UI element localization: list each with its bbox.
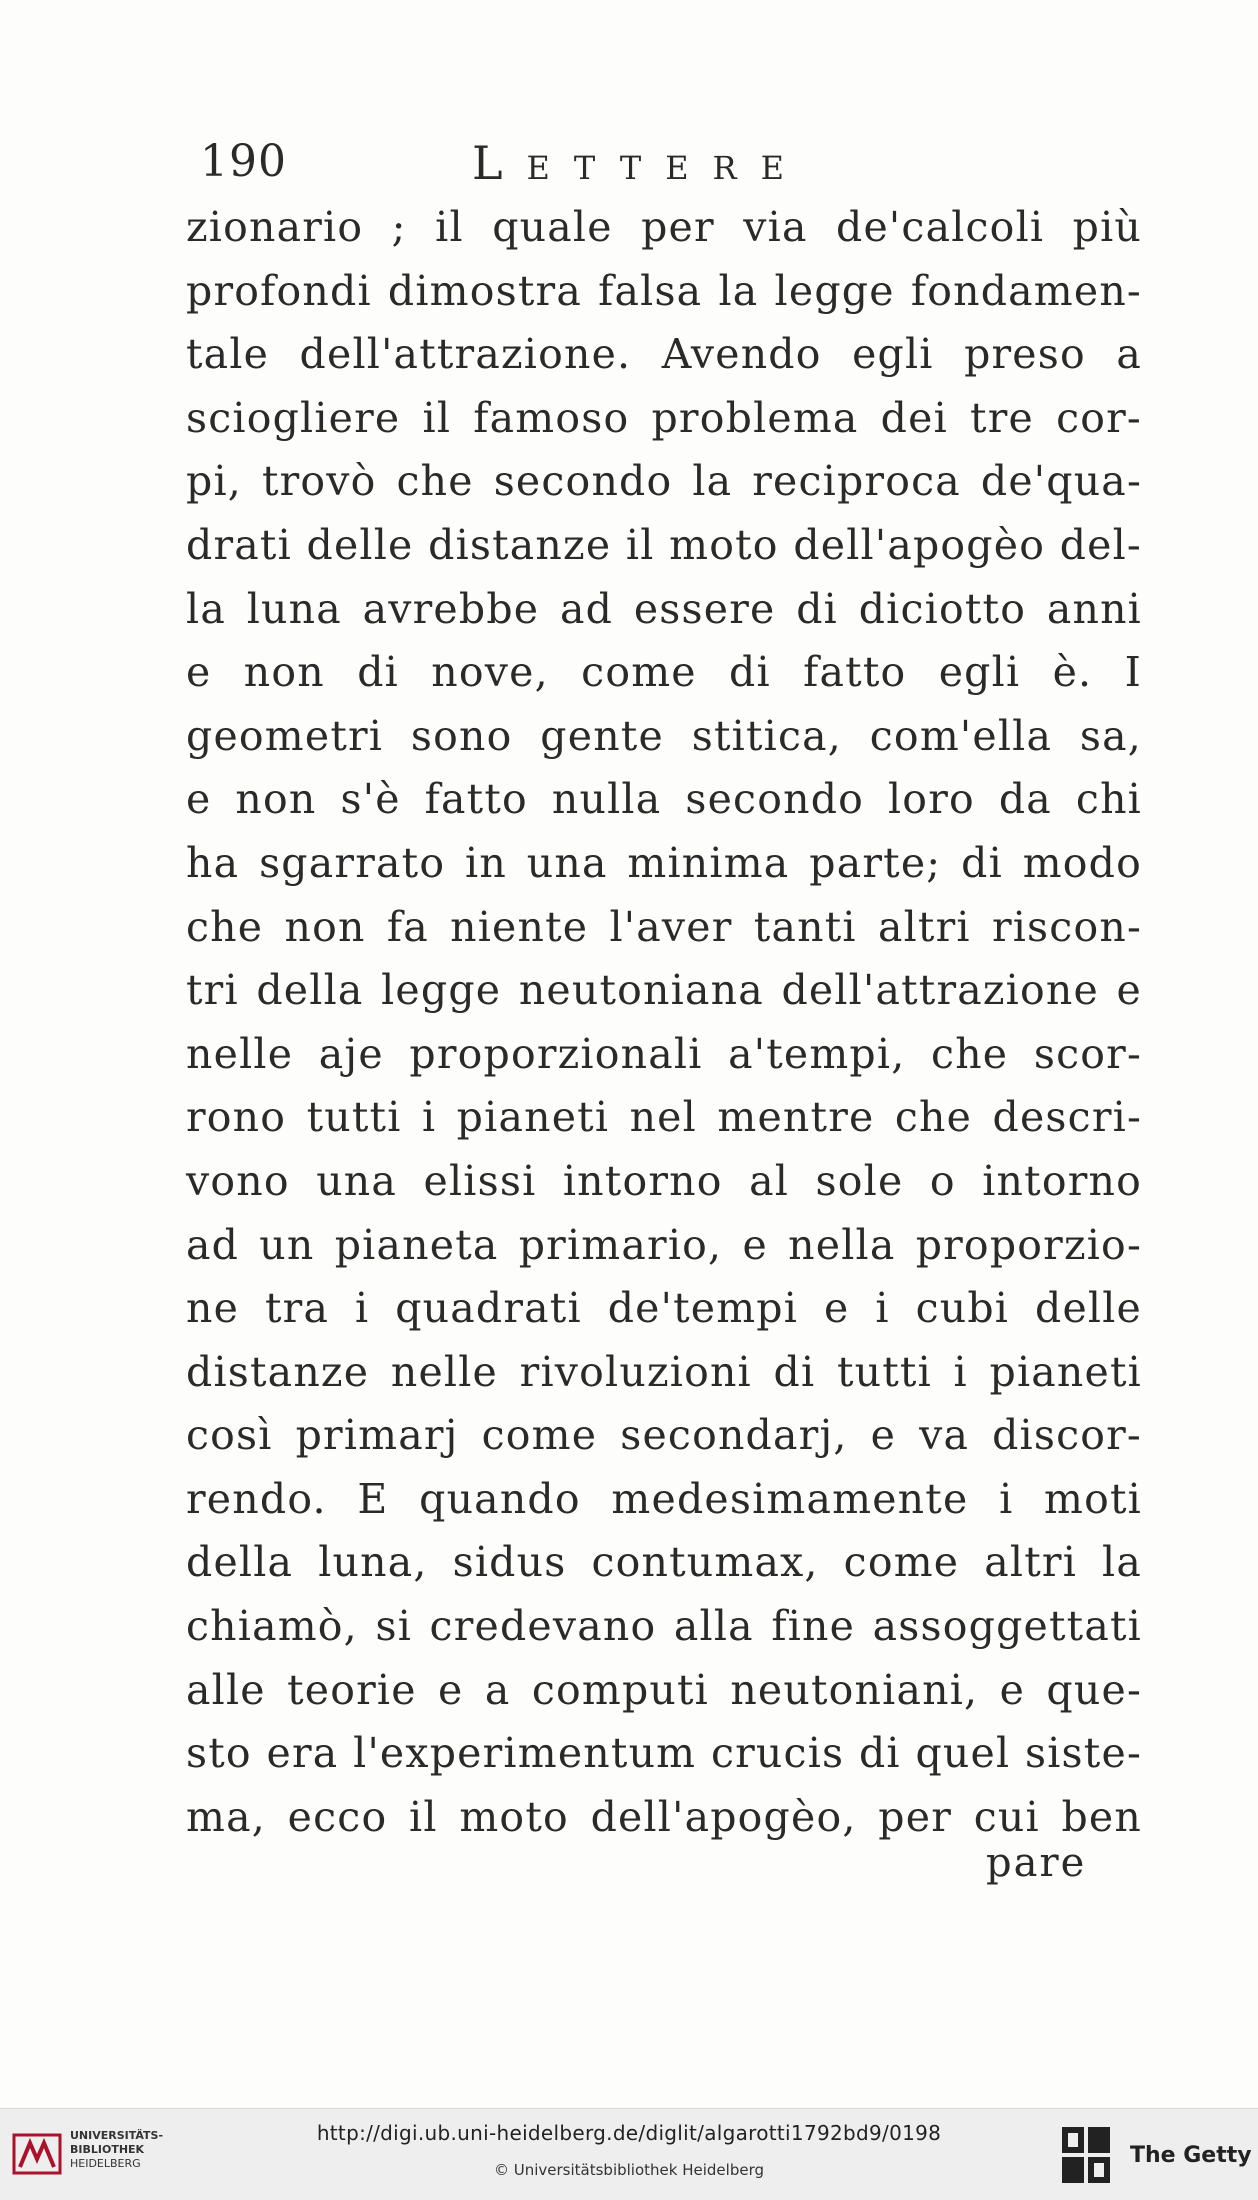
text-line: e non di nove, come di fatto egli è. I — [186, 648, 1142, 697]
partner-name[interactable]: The Getty — [1130, 2143, 1252, 2168]
text-line: ne tra i quadrati de'tempi e i cubi delle — [186, 1284, 1142, 1333]
page-header — [200, 136, 1180, 196]
text-line: e non s'è fatto nulla secondo loro da chi — [186, 775, 1142, 824]
copyright-notice: © Universitätsbibliothek Heidelberg — [493, 2161, 764, 2179]
library-name-line: HEIDELBERG — [70, 2157, 141, 2170]
text-line: tri della legge neutoniana dell'attrazione e — [186, 966, 1142, 1015]
text-line: della luna, sidus contumax, come altri la — [186, 1538, 1142, 1587]
library-name-line: UNIVERSITÄTS- — [70, 2129, 164, 2142]
text-line: distanze nelle rivoluzioni di tutti i pianeti — [186, 1347, 1142, 1396]
text-line: sciogliere il famoso problema dei tre cor- — [186, 393, 1142, 442]
text-line: ha sgarrato in una minima parte; di modo — [186, 838, 1142, 887]
text-line: vono una elissi intorno al sole o intorno — [186, 1156, 1142, 1205]
body-text — [186, 196, 1142, 1849]
text-line: geometri sono gente stitica, com'ella sa, — [186, 711, 1142, 760]
text-line: rendo. E quando medesimamente i moti — [186, 1474, 1142, 1523]
text-line: zionario ; il quale per via de'calcoli più — [186, 203, 1142, 251]
text-line: alle teorie e a computi neutoniani, e que- — [186, 1665, 1142, 1714]
text-line: ad un pianeta primario, e nella proporzio- — [186, 1220, 1142, 1269]
catchword: pare — [986, 1840, 1087, 1886]
getty-logo-icon — [1060, 2125, 1112, 2185]
text-line: profondi dimostra falsa la legge fondamen- — [186, 266, 1142, 315]
viewer-footer — [0, 2108, 1258, 2200]
library-name-line: BIBLIOTHEK — [70, 2143, 145, 2156]
page-number: 190 — [200, 136, 287, 187]
text-line: nelle aje proporzionali a'tempi, che scor- — [186, 1029, 1142, 1078]
text-line: la luna avrebbe ad essere di diciotto anni — [186, 584, 1142, 633]
text-line: tale dell'attrazione. Avendo egli preso a — [186, 330, 1142, 379]
permalink-url[interactable]: http://digi.ub.uni-heidelberg.de/diglit/algarotti1792bd9/0198 — [316, 2121, 942, 2145]
text-line: pi, trovò che secondo la reciproca de'qua- — [186, 457, 1142, 506]
text-line: rono tutti i pianeti nel mentre che descri- — [186, 1093, 1142, 1142]
text-line: ma, ecco il moto dell'apogèo, per cui ben — [186, 1792, 1142, 1841]
text-line: chiamò, si credevano alla fine assoggettati — [186, 1602, 1142, 1651]
running-title: Lettere — [472, 136, 808, 190]
text-line: che non fa niente l'aver tanti altri riscon- — [186, 902, 1142, 951]
text-line: sto era l'experimentum crucis di quel siste- — [186, 1729, 1142, 1778]
text-line: così primarj come secondarj, e va discor- — [186, 1411, 1142, 1460]
text-line: drati delle distanze il moto dell'apogèo del- — [186, 520, 1142, 569]
